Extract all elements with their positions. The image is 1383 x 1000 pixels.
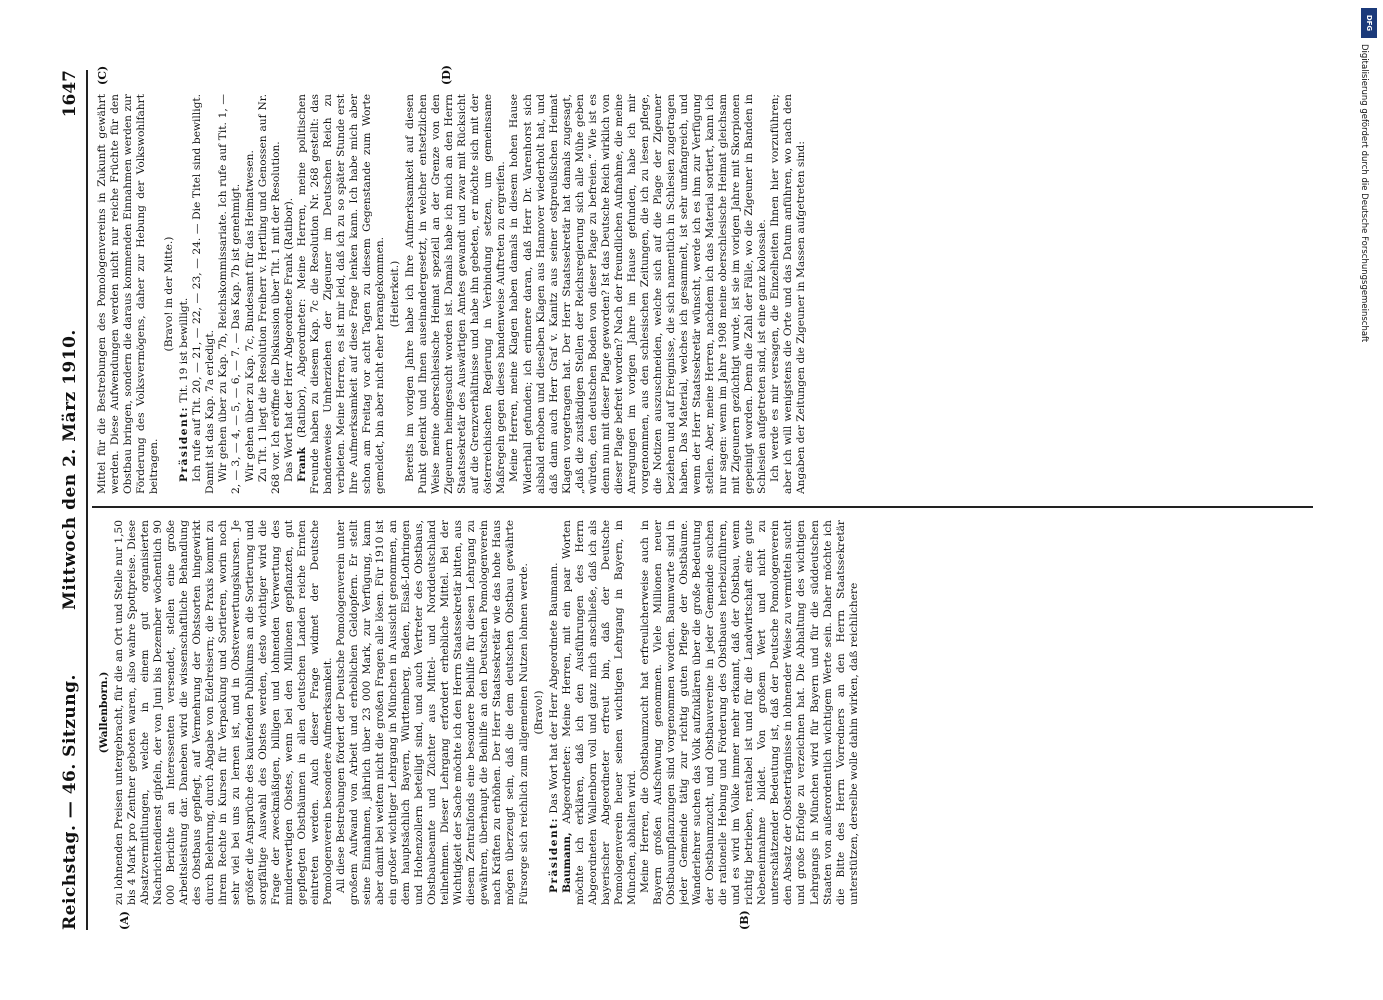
session-title: Reichstag. — 46. Sitzung. [60, 674, 80, 930]
paragraph: Meine Herren, meine Klagen haben damals in diesem hohen Hause Widerhall gefunden; ich erinnere daran, daß Herr Dr. Varenhorst sich alsbald erhoben und dieselben Klagen aus Hannover wiederholt hat, und daß dann auch Herr Graf v. Kanitz aus seiner ostpreußischen Heimat Klagen vorgetragen hat. Der Herr Staatssekretär hat damals zugesagt, „daß die zuständigen Stellen der Reichsregierung sich alle Mühe geben würden, den deutschen Boden von dieser Plage zu befreien.“ Wie ist es denn nun mit dieser Plage geworden? Ist das Deutsche Reich wirklich von dieser Plage befreit worden? Nach der freundlichen Aufnahme, die meine Anregungen im vorigen Jahre im Hause gefunden, habe ich mir vorgenommen, aus den schlesischen Zeitungen, die ich zu lesen pflege, die Notizen auszuschneiden, welche sich auf die Plage der Zigeuner beziehen und auf Ereignisse, die sich namentlich in Schlesien zugetragen haben. Das Material, welches ich gesammelt, ist sehr umfangreich, und wenn der Herr Staatssekretär wünscht, werde ich es ihm zur Verfügung stellen. Aber, meine Herren, nachdem ich das Material sortiert, kann ich nur sagen: wenn im Jahre 1908 meine oberschlesische Heimat gleichsam mit Zigeunern gezüchtigt wurde, ist sie im vorigen Jahre mit Skorpionen gepeinigt worden. Denn die Zahl der Fälle, wo die Zigeuner in Banden in Schlesien aufgetreten sind, ist eine ganz kolossale. [508, 94, 769, 494]
speaker-label: Baumann, [560, 832, 573, 893]
right-column [96, 94, 1316, 494]
speech-text: Abgeordneter: Meine Herren, mit ein paar Worten möchte ich erklären, daß ich den Ausführungen des Herrn Abgeordneten Wallenborn voll und ganz mich anschließe, daß ich als bayerischer Abgeordneter erfreut bin, daß der Deutsche Pomologenverein heuer seinen wichtigen Lehrgang in Bayern, in München, abhalten wird. [560, 520, 638, 905]
speech [561, 520, 639, 905]
paragraph: Wir gehen über zu Kap. 7b, Reichskommissariate. Ich rufe auf Tit. 1, — 2, — 3, — 4, — 5, — 6, — 7. — Das Kap. 7b ist genehmigt. [217, 94, 243, 494]
paragraph: Ich werde es mir versagen, die Einzelheiten Ihnen hier vorzuführen; aber ich will wenigstens die Orte und das Datum anführen, wo nach den Angaben der Zeitungen die Zigeuner in Massen aufgetreten sind: [769, 94, 808, 494]
session-date: Mittwoch den 2. März 1910. [60, 329, 80, 610]
paragraph: All diese Bestrebungen fördert der Deutsche Pomologenverein unter großem Aufwand von Arbeit und erheblichen Geldopfern. Er stellt seine Einnahmen, jährlich über 23 000 Mark, zur Verfügung, kann aber damit bei weitem nicht die großen Fragen alle lösen. Für 1910 ist ein großer wichtiger Lehrgang in München in Aussicht genommen, an dem hauptsächlich Bayern, Württemberg, Baden, Elsaß-Lothringen und Hohenzollern beteiligt sind, und auch Vertreter des Obstbaus, Obstbaubeamte und Züchter aus Mittel- und Norddeutschland teilnehmen. Dieser Lehrgang erfordert erhebliche Mittel. Bei der Wichtigkeit der Sache möchte ich den Herrn Staatssekretär bitten, aus diesem Zentralfonds eine besondere Beihilfe für diesen Lehrgang zu gewähren, überhaupt die Beihilfe an den Deutschen Pomologenverein nach Kräften zu erhöhen. Der Herr Staatssekretär wie das hohe Haus mögen überzeugt sein, daß die dem deutschen Obstbau gewährte Fürsorge sich reichlich zum allgemeinen Nutzen lohnen werde. [334, 520, 530, 905]
page-number: 1647 [60, 70, 80, 118]
digitization-note: Digitalisierung gefördert durch die Deutsche Forschungsgemeinschaft [1359, 44, 1369, 343]
paragraph: Zu Tit. 1 liegt die Resolution Freiherr v. Hertling und Genossen auf Nr. 268 vor. Ich eröffne die Diskussion über Tit. 1 mit der Resolution. [256, 94, 282, 494]
interjection: (Bravo! in der Mitte.) [163, 236, 176, 352]
speaker-tag: (Wallenborn.) [98, 671, 110, 754]
president-remark [178, 94, 191, 494]
margin-letter-a: (A) [118, 911, 131, 930]
column-divider [92, 506, 1313, 508]
speaker-label: Präsident: [547, 816, 560, 893]
paragraph: zu lohnenden Preisen untergebracht, für die an Ort und Stelle nur 1,50 bis 4 Mark pro Zentner geboten waren, also wahre Spottpreise. Diese Absatzvermittlungen, welche in einem gut organisierten Nachrichtendienst gipfeln, der von Juni bis Dezember wöchentlich 90 000 Berichte an Interessenten versendet, stellen eine große Arbeitsleistung dar. Daneben wird die wissenschaftliche Behandlung des Obstbaus gepflegt, auf Vermehrung der Obstsorten hingewirkt durch Belehrung, durch Abgabe von Edelreisern; die Praxis kommt zu ihrem Rechte in Kursen für Verpackung und Sortieren, worin noch sehr viel bei uns zu lernen ist, und in Obstverwertungskursen. Je größer die Ansprüche des kaufenden Publikums an die Sortierung und sorgfältige Auswahl des Obstes werden, desto wichtiger wird die Frage der zweckmäßigen, billigen und lohnenden Verwertung des minderwertigen Obstes, wenn bei den Millionen gepflanzten, gut gepflegten Obstbäumen in allen deutschen Landen reiche Ernten eintreten werden. Auch dieser Frage widmet der Deutsche Pomologenverein besondere Aufmerksamkeit. [113, 520, 334, 905]
digitization-strip [1355, 0, 1383, 1000]
speech-text: (Ratibor), Abgeordneter: Meine Herren, meine politischen Freunde haben zu diesem Kap. 7c die Resolution Nr. 268 gestellt: das bandenweise Umherziehen der Zigeuner im Deutschen Reich zu verbieten. Meine Herren, es ist mir leid, daß ich zu so später Stunde erst Ihre Aufmerksamkeit auf diese Frage lenken kann. Ich habe mich aber schon am Freitag vor acht Tagen zu diesem Gegenstande zum Worte gemeldet, bin aber nicht eher herangekommen. [295, 94, 386, 494]
president-remark [548, 520, 561, 905]
interjection: (Bravo!) [532, 690, 545, 735]
paragraph: Bereits im vorigen Jahre habe ich Ihre Aufmerksamkeit auf diesen Punkt gelenkt und Ihnen auseinandergesetzt, in welcher entsetzlichen Weise meine oberschlesische Heimat speziell an der Grenze von den Zigeunern heimgesucht worden ist. Damals habe ich mich an den Herrn Staatssekretär des Auswärtigen Amtes gewandt und zwar mit Rücksicht auf die Grenzverhältnisse und habe ihn gebeten, er möchte sich mit der österreichischen Regierung in Verbindung setzen, um gemeinsame Maßregeln gegen dieses bandenweise Auftreten zu ergreifen. [404, 94, 508, 494]
margin-letter-c: (C) [96, 65, 109, 85]
header-rule [86, 70, 88, 930]
speech-text: Tit. 19 ist bewilligt. [178, 297, 191, 403]
left-column [96, 520, 1316, 905]
interjection: (Heiterkeit.) [389, 260, 402, 328]
paragraph: Das Wort hat der Herr Abgeordnete Frank (Ratibor). [282, 197, 295, 482]
paragraph: Meine Herren, die Obstbaumzucht hat erfreulicherweise auch in Bayern großen Aufschwung genommen. Viele Millionen neuer Obstbaumpflanzungen sind vorgenommen worden. Baumwarte sind in jeder Gemeinde tätig zur richtig guten Pflege der Obstbäume. Wanderlehrer suchen das Volk aufzuklären über die große Bedeutung der Obstbaumzucht, und Obstbauvereine in jeder Gemeinde suchen die rationelle Hebung und Förderung des Obstbaues herbeizuführen, und es wird im Volke immer mehr erkannt, daß der Obstbau, wenn richtig betrieben, rentabel ist und für die Landwirtschaft eine gute Nebeneinnahme bildet. Von großem Wert und nicht zu unterschätzender Bedeutung ist, daß der Deutsche Pomologenverein den Absatz der Obsterträgnisse in lohnender Weise zu vermitteln sucht und große Erfolge zu verzeichnen hat. Die Abhaltung des wichtigen Lehrgangs in München wird für Bayern und für die süddeutschen Staaten von außerordentlich wichtigem Werte sein. Daher möchte ich die Bitte des Herrn Vorredners an den Herrn Staatssekretär unterstützen, derselbe wolle dahin wirken, daß reichlichere [638, 520, 860, 905]
dfg-logo: DFG [1361, 8, 1377, 38]
speaker-label: Präsident: [178, 405, 191, 482]
margin-letter-d: (D) [440, 65, 453, 85]
paragraph: Wir gehen über zu Kap. 7c, Bundesamt für das Heimatwesen. [243, 150, 256, 482]
running-head [58, 70, 84, 930]
paragraph: Ich rufe auf Tit. 20, — 21, — 22, — 23, — 24. — Die Titel sind bewilligt. Damit ist das Kap. 7a erledigt. [191, 94, 217, 494]
running-head-right [58, 70, 84, 610]
speech [296, 94, 387, 494]
paragraph: Mittel für die Bestrebungen des Pomologenvereins in Zukunft gewährt werden. Diese Aufwendungen werden nicht nur reiche Früchte für den Obstbau bringen, sondern die daraus kommenden Einnahmen werden zur Förderung des Volksvermögens, daher zur Hebung der Volkswohlfahrt beitragen. [96, 94, 161, 494]
running-head-left [58, 620, 84, 930]
speech-text: Das Wort hat der Herr Abgeordnete Baumann. [547, 562, 560, 814]
speaker-label: Frank [295, 447, 308, 482]
margin-letter-b: (B) [738, 910, 751, 930]
